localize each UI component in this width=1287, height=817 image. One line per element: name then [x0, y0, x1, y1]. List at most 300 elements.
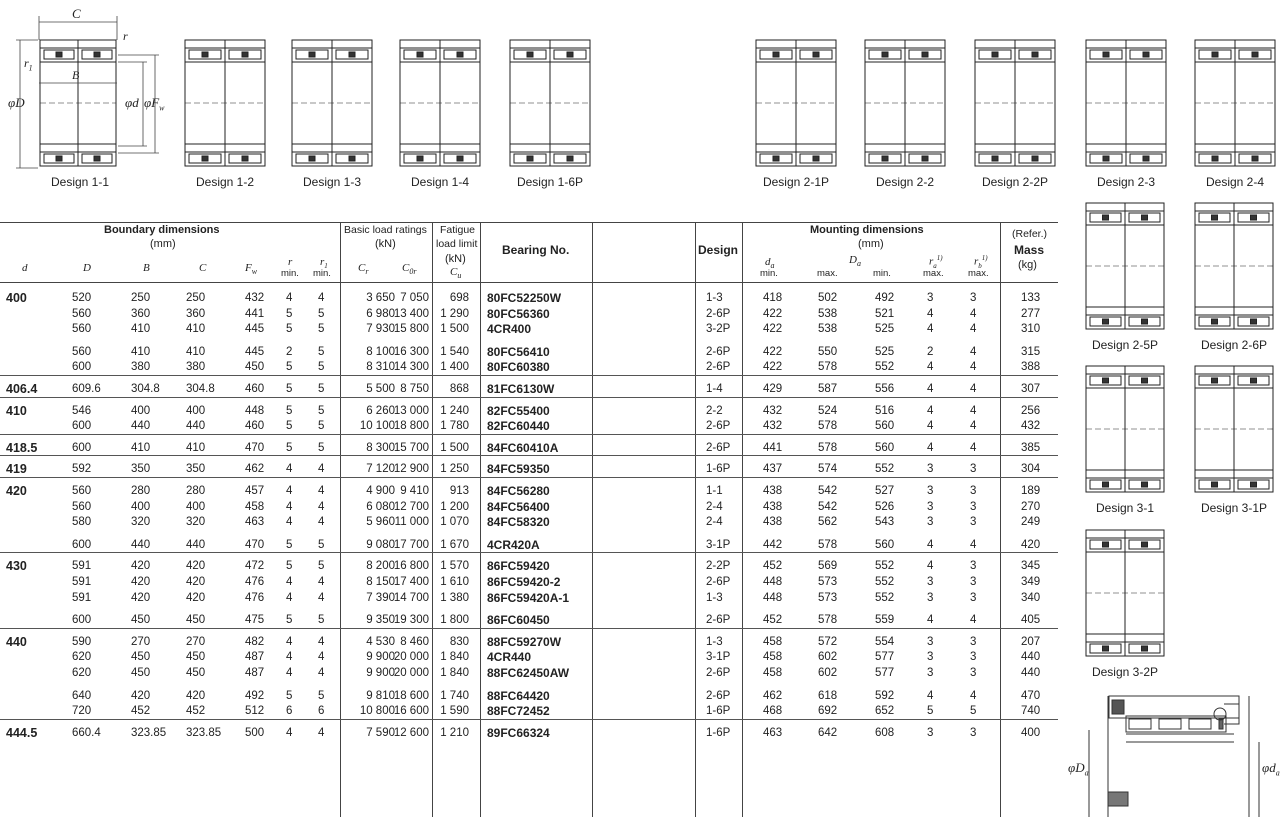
dim-label-phiD: φD: [8, 95, 25, 110]
table-cell: 360: [131, 307, 151, 320]
table-cell: 3-1P: [706, 651, 731, 664]
group-separator: [0, 455, 1058, 456]
table-cell: 1 840: [440, 667, 469, 679]
table-cell: 448: [763, 591, 783, 604]
table-cell: 422: [763, 361, 783, 374]
table-cell: 1 800: [440, 614, 469, 627]
table-cell: 3: [927, 485, 934, 497]
bearing-cross-section: [1084, 528, 1166, 658]
table-cell: 2-6P: [706, 441, 731, 454]
table-cell: 5: [318, 383, 325, 395]
table-cell: 5: [970, 705, 977, 718]
table-cell: 2-2: [706, 404, 723, 417]
design-label: Design 1-3: [302, 175, 362, 189]
table-cell: 405: [1021, 614, 1041, 627]
table-cell: 476: [245, 591, 265, 604]
table-cell: 577: [875, 651, 895, 664]
table-cell: 1 290: [440, 307, 469, 320]
table-cell: 445: [245, 345, 265, 358]
table-cell: 9 810: [366, 689, 395, 702]
table-cell: 4: [318, 516, 325, 529]
header-mass-unit: (kg): [1018, 259, 1037, 271]
table-cell: 400: [1021, 726, 1041, 739]
table-cell: 560: [72, 485, 92, 497]
table-cell: 1 610: [440, 576, 469, 588]
table-cell: 587: [818, 383, 838, 395]
table-cell: 304.8: [131, 383, 160, 395]
table-cell: 3: [927, 635, 934, 648]
bore-diameter: 406.4: [6, 382, 38, 396]
table-cell: 438: [763, 516, 783, 529]
table-row: [0, 689, 1060, 705]
table-cell: 441: [763, 441, 783, 454]
table-header-rule: [0, 282, 1058, 283]
table-cell: 1 210: [440, 726, 469, 739]
table-cell: 3 650: [366, 292, 395, 304]
bearing-cross-section: [1193, 201, 1275, 331]
table-cell: 360: [186, 307, 206, 320]
table-cell: 492: [875, 292, 895, 304]
design-label: Design 3-2P: [1091, 665, 1159, 679]
table-cell: 437: [763, 463, 783, 476]
table-cell: 5: [286, 441, 293, 454]
table-cell: 350: [131, 463, 151, 476]
table-cell: 450: [131, 651, 151, 664]
table-cell: 410: [131, 345, 151, 358]
design-label: Design 2-6P: [1200, 338, 1268, 352]
table-cell: 462: [763, 689, 783, 702]
table-row: [0, 404, 1060, 420]
table-cell: 4: [318, 500, 325, 513]
col-C: C: [199, 262, 207, 274]
table-cell: 5: [318, 345, 325, 358]
table-cell: 1-3: [706, 635, 723, 648]
table-cell: 380: [186, 361, 206, 374]
table-cell: 4 900: [366, 485, 395, 497]
table-cell: 7 390: [366, 591, 395, 604]
bearing-number: 84FC59350: [487, 462, 550, 477]
header-boundary: Boundary dimensions: [104, 224, 220, 236]
table-cell: 420: [186, 560, 206, 573]
table-cell: 438: [763, 500, 783, 513]
table-cell: 452: [131, 705, 151, 718]
table-cell: 572: [818, 635, 838, 648]
table-cell: 452: [763, 614, 783, 627]
table-cell: 6 260: [366, 404, 395, 417]
table-cell: 642: [818, 726, 838, 739]
table-cell: 5: [318, 689, 325, 702]
group-separator: [0, 375, 1058, 376]
table-cell: 4: [318, 591, 325, 604]
table-cell: 304.8: [186, 383, 215, 395]
table-cell: 590: [72, 635, 92, 648]
table-cell: 4: [286, 667, 293, 679]
table-cell: 4: [286, 591, 293, 604]
table-cell: 1-3: [706, 292, 723, 304]
table-cell: 463: [245, 516, 265, 529]
bearing-cross-section: [290, 38, 374, 168]
table-cell: 552: [875, 591, 895, 604]
table-cell: 4: [286, 500, 293, 513]
table-row: [0, 322, 1060, 338]
table-cell: 591: [72, 576, 92, 588]
table-cell: 5: [286, 614, 293, 627]
table-cell: 340: [1021, 591, 1041, 604]
col-d: d: [22, 262, 28, 274]
table-cell: 560: [72, 323, 92, 336]
table-cell: 3: [970, 591, 977, 604]
table-cell: 652: [875, 705, 895, 718]
table-cell: 476: [245, 576, 265, 588]
dimension-lines: [0, 0, 180, 180]
bearing-number: 88FC64420: [487, 688, 550, 703]
table-cell: 440: [186, 420, 206, 433]
table-cell: 2-2P: [706, 560, 731, 573]
bearing-number: 80FC60380: [487, 360, 550, 375]
table-cell: 552: [875, 463, 895, 476]
table-cell: 1 500: [440, 323, 469, 336]
design-label: Design 1-4: [410, 175, 470, 189]
table-cell: 16 800: [393, 560, 429, 573]
table-cell: 600: [72, 614, 92, 627]
table-cell: 422: [763, 345, 783, 358]
table-cell: 15 700: [393, 441, 429, 454]
table-cell: 3: [970, 651, 977, 664]
table-cell: 4: [318, 667, 325, 679]
table-cell: 270: [1021, 500, 1041, 513]
group-separator: [0, 628, 1058, 629]
table-cell: 5: [286, 383, 293, 395]
col-ra: $r_a^{1)}$: [929, 254, 943, 270]
table-cell: 14 300: [393, 361, 429, 374]
table-cell: 591: [72, 560, 92, 573]
table-cell: 207: [1021, 635, 1041, 648]
col-r1: $r_1$: [320, 256, 328, 271]
header-bearing-no: Bearing No.: [502, 243, 570, 257]
bore-diameter: 440: [6, 634, 27, 649]
table-cell: 5 500: [366, 383, 395, 395]
table-cell: 2-4: [706, 500, 723, 513]
table-cell: 452: [763, 560, 783, 573]
table-cell: 546: [72, 404, 92, 417]
table-cell: 4: [286, 576, 293, 588]
table-cell: 410: [131, 441, 151, 454]
table-cell: 578: [818, 361, 838, 374]
table-cell: 1-3: [706, 591, 723, 604]
table-cell: 2-6P: [706, 361, 731, 374]
table-cell: 573: [818, 591, 838, 604]
table-cell: 5: [286, 689, 293, 702]
table-cell: 12 600: [393, 726, 429, 739]
table-cell: 3: [970, 576, 977, 588]
design-drawing: [863, 38, 947, 173]
table-cell: 13 400: [393, 307, 429, 320]
table-cell: 4: [286, 635, 293, 648]
table-cell: 460: [245, 420, 265, 433]
table-cell: 4: [970, 404, 977, 417]
bore-diameter: 418.5: [6, 440, 38, 455]
table-cell: 9 410: [400, 485, 429, 497]
table-cell: 2-4: [706, 516, 723, 529]
design-label: Design 2-5P: [1091, 338, 1159, 352]
table-cell: 17 400: [393, 576, 429, 588]
table-cell: 4: [286, 463, 293, 476]
table-cell: 2-6P: [706, 689, 731, 702]
table-cell: 560: [875, 538, 895, 551]
table-cell: 543: [875, 516, 895, 529]
table-cell: 16 300: [393, 345, 429, 358]
table-row: [0, 515, 1060, 531]
table-cell: 560: [875, 441, 895, 454]
table-cell: 5: [286, 323, 293, 336]
bearing-cross-section: [1193, 38, 1277, 168]
table-cell: 1 200: [440, 500, 469, 513]
table-cell: 525: [875, 345, 895, 358]
table-cell: 4: [927, 323, 934, 336]
table-cell: 256: [1021, 404, 1041, 417]
table-cell: 18 600: [393, 689, 429, 702]
table-cell: 556: [875, 383, 895, 395]
table-cell: 448: [245, 404, 265, 417]
table-cell: 4: [970, 345, 977, 358]
table-cell: 577: [875, 667, 895, 679]
table-cell: 420: [186, 576, 206, 588]
bearing-cross-section: [863, 38, 947, 168]
header-load-unit: (kN): [375, 238, 396, 250]
table-cell: 410: [186, 345, 206, 358]
table-cell: 4: [286, 485, 293, 497]
table-cell: 830: [449, 635, 469, 648]
table-cell: 422: [763, 307, 783, 320]
table-cell: 5: [318, 614, 325, 627]
table-cell: 1 070: [440, 516, 469, 529]
table-cell: 452: [186, 705, 206, 718]
bearing-number: 82FC55400: [487, 403, 550, 418]
table-cell: 600: [72, 420, 92, 433]
table-row: [0, 500, 1060, 516]
table-cell: 420: [186, 591, 206, 604]
table-cell: 457: [245, 485, 265, 497]
col-da-min: min.: [760, 268, 778, 279]
table-cell: 512: [245, 705, 265, 718]
col-C0r: $C_{0r}$: [402, 262, 417, 277]
table-cell: 4: [318, 485, 325, 497]
table-cell: 320: [186, 516, 206, 529]
table-cell: 12 900: [393, 463, 429, 476]
table-cell: 20 000: [393, 667, 429, 679]
table-cell: 4: [286, 516, 293, 529]
table-cell: 462: [245, 463, 265, 476]
table-cell: 3: [970, 292, 977, 304]
table-cell: 602: [818, 651, 838, 664]
table-cell: 460: [245, 383, 265, 395]
bore-diameter: 419: [6, 462, 27, 477]
table-cell: 5: [286, 404, 293, 417]
bearing-number: 86FC59420A-1: [487, 590, 570, 605]
table-cell: 3: [970, 516, 977, 529]
table-cell: 5: [318, 323, 325, 336]
table-cell: 5: [318, 361, 325, 374]
design-drawing: [183, 38, 267, 173]
table-cell: 4: [927, 420, 934, 433]
design-label: Design 2-2: [875, 175, 935, 189]
design-label: Design 2-1P: [762, 175, 830, 189]
design-label: Design 3-1: [1095, 501, 1155, 515]
table-cell: 3: [970, 635, 977, 648]
col-Da: $D_a$: [849, 254, 861, 269]
table-cell: 521: [875, 307, 895, 320]
table-cell: 3: [927, 576, 934, 588]
design-drawing: [508, 38, 592, 173]
design-drawing: [290, 38, 374, 173]
design-drawing: [1084, 38, 1168, 173]
table-cell: 432: [763, 420, 783, 433]
table-row: [0, 575, 1060, 591]
table-cell: 8 460: [400, 635, 429, 648]
table-cell: 445: [245, 323, 265, 336]
bearing-number: 84FC56400: [487, 499, 550, 514]
table-cell: 552: [875, 361, 895, 374]
table-cell: 592: [875, 689, 895, 702]
table-cell: 400: [186, 500, 206, 513]
table-cell: 524: [818, 404, 838, 417]
table-cell: 6 080: [366, 500, 395, 513]
table-cell: 542: [818, 500, 838, 513]
bearing-number: 80FC52250W: [487, 291, 562, 305]
table-cell: 1-1: [706, 485, 723, 497]
bearing-number: 84FC56280: [487, 484, 550, 498]
table-cell: 1-6P: [706, 726, 731, 739]
bearing-number: 4CR440: [487, 650, 532, 665]
table-cell: 5: [318, 404, 325, 417]
table-cell: 468: [763, 705, 783, 718]
table-row: [0, 635, 1060, 651]
design-drawing: [1193, 201, 1275, 336]
design-label: Design 1-1: [50, 175, 110, 189]
table-cell: 450: [131, 614, 151, 627]
table-cell: 458: [763, 667, 783, 679]
col-rb-max: max.: [968, 268, 989, 279]
table-cell: 4: [970, 383, 977, 395]
table-cell: 4: [318, 726, 325, 739]
table-cell: 2: [286, 345, 293, 358]
design-label: Design 2-2P: [981, 175, 1049, 189]
table-cell: 3: [927, 463, 934, 476]
table-cell: 578: [818, 614, 838, 627]
header-design: Design: [698, 243, 739, 257]
table-cell: 1 780: [440, 420, 469, 433]
table-cell: 7 050: [400, 292, 429, 304]
table-cell: 304: [1021, 463, 1041, 476]
table-cell: 277: [1021, 307, 1041, 320]
table-cell: 3: [927, 292, 934, 304]
table-cell: 4: [286, 726, 293, 739]
table-cell: 4: [927, 441, 934, 454]
table-cell: 450: [186, 614, 206, 627]
table-cell: 3-2P: [706, 323, 731, 336]
table-row: [0, 307, 1060, 323]
bearing-cross-section: [1193, 364, 1275, 494]
table-cell: 600: [72, 441, 92, 454]
table-cell: 1 840: [440, 651, 469, 664]
bearing-number: 86FC59420: [487, 559, 550, 574]
table-row: [0, 666, 1060, 682]
table-cell: 740: [1021, 705, 1041, 718]
table-cell: 323.85: [186, 726, 222, 739]
table-row: [0, 345, 1060, 361]
bearing-number: 82FC60440: [487, 419, 550, 434]
table-cell: 250: [186, 292, 206, 304]
table-cell: 5: [286, 361, 293, 374]
table-cell: 3: [927, 516, 934, 529]
table-cell: 5: [318, 538, 325, 551]
design-label: Design 2-4: [1205, 175, 1265, 189]
table-cell: 578: [818, 441, 838, 454]
mounting-drawing: [1064, 694, 1287, 817]
table-cell: 5: [318, 307, 325, 320]
table-cell: 1 240: [440, 404, 469, 417]
table-cell: 8 100: [366, 345, 395, 358]
table-cell: 4: [970, 689, 977, 702]
table-cell: 4: [286, 292, 293, 304]
table-cell: 1 400: [440, 361, 469, 374]
table-cell: 3: [970, 485, 977, 497]
table-cell: 410: [186, 441, 206, 454]
bearing-cross-section: [398, 38, 482, 168]
table-row: [0, 419, 1060, 435]
table-cell: 482: [245, 635, 265, 648]
col-r1-min: min.: [313, 268, 331, 279]
header-mounting: Mounting dimensions: [810, 224, 924, 236]
table-cell: 552: [875, 560, 895, 573]
table-cell: 4: [970, 361, 977, 374]
table-cell: 350: [186, 463, 206, 476]
table-cell: 8 150: [366, 576, 395, 588]
table-cell: 526: [875, 500, 895, 513]
table-cell: 440: [1021, 651, 1041, 664]
table-cell: 591: [72, 591, 92, 604]
table-cell: 3: [927, 726, 934, 739]
table-cell: 133: [1021, 292, 1041, 304]
table-cell: 7 120: [366, 463, 395, 476]
bore-diameter: 420: [6, 484, 27, 498]
table-cell: 692: [818, 705, 838, 718]
table-cell: 487: [245, 667, 265, 679]
table-cell: 400: [131, 404, 151, 417]
dim-label-r: r: [123, 29, 128, 43]
dim-label-phid: φd: [125, 95, 139, 110]
header-mounting-unit: (mm): [858, 238, 884, 250]
table-cell: 420: [1021, 538, 1041, 551]
table-cell: 15 800: [393, 323, 429, 336]
table-cell: 7 590: [366, 726, 395, 739]
design-label: Design 2-3: [1096, 175, 1156, 189]
group-separator: [0, 397, 1058, 398]
group-separator: [0, 434, 1058, 435]
table-cell: 440: [131, 538, 151, 551]
design-label: Design 3-1P: [1200, 501, 1268, 515]
bearing-cross-section: [508, 38, 592, 168]
table-cell: 307: [1021, 383, 1041, 395]
table-cell: 609.6: [72, 383, 101, 395]
table-cell: 6: [318, 705, 325, 718]
table-cell: 5: [286, 560, 293, 573]
table-cell: 720: [72, 705, 92, 718]
table-cell: 4: [318, 576, 325, 588]
table-cell: 2-6P: [706, 667, 731, 679]
table-cell: 4: [927, 404, 934, 417]
col-da: $d_a$: [765, 256, 775, 271]
